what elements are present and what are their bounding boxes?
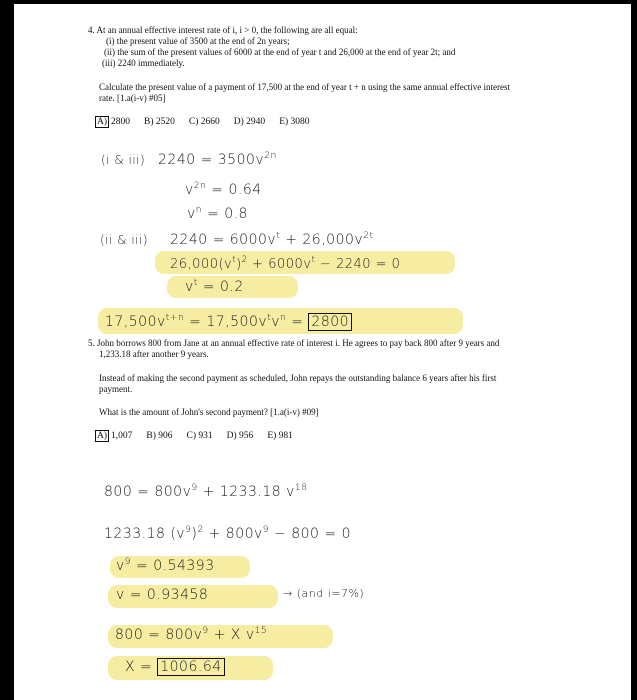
- problem4-header: 4. At an annual effective interest rate of i, i > 0, the following are all equal:: [88, 25, 358, 35]
- work4-eq4: $2240 = 6000v^t + 26,000v^{2t}$: [170, 231, 374, 248]
- choice-a-value: 1,007: [111, 431, 133, 441]
- work4-eq2: $v^{2n} = 0.64$: [185, 181, 262, 198]
- problem4-choices: [95, 117, 324, 128]
- scan-border-top: [0, 0, 637, 4]
- final-answer-box: 2800: [308, 313, 352, 331]
- problem5-line3: Instead of making the second payment as scheduled, John repays the outstanding balance 6 years after his first: [99, 373, 497, 383]
- problem5-line1: 5. John borrows 800 from Jane at an annual effective rate of interest i. He agrees to pay back 800 after 9 years and: [88, 338, 500, 348]
- choice-c: C) 931: [186, 431, 213, 441]
- choice-b: B) 906: [146, 431, 173, 441]
- work4-eq1: $2240 = 3500v^{2n}$: [158, 151, 277, 168]
- work5-eq3: $v^9 = 0.54393$: [116, 557, 215, 574]
- choice-a-letter: A): [97, 117, 108, 127]
- work4-eq3: $v^n = 0.8$: [187, 205, 248, 222]
- problem4-question-line2: rate. [1.a(i-v) #05]: [99, 93, 166, 103]
- problem4-question-line1: Calculate the present value of a payment of 17,500 at the end of year t + n using the same annual effective interest: [99, 82, 511, 92]
- scan-border-left: [0, 0, 14, 700]
- choice-e: E) 3080: [279, 117, 310, 127]
- work4-label2: (ii & iii): [100, 233, 149, 247]
- choice-a-value: 2800: [111, 117, 131, 127]
- choice-a-letter: A): [97, 431, 108, 441]
- work5-eq6: X = 1006.64: [125, 659, 225, 675]
- work5-eq1: $800 = 800v^9 + 1233.18$ $v^{18}$: [104, 483, 308, 500]
- problem5-choices: [95, 431, 307, 442]
- work5-eq4: v = 0.93458: [116, 587, 209, 603]
- scan-border-right: [631, 0, 637, 700]
- problem4-item2: (ii) the sum of the present values of 6000 at the end of year t and 26,000 at the end of year 2t; and: [104, 47, 456, 57]
- work4-label1: (i & iii): [101, 153, 146, 167]
- work5-eq4-note: → (and i=7%): [283, 587, 365, 600]
- work4-eq6: $v^t = 0.2$: [185, 278, 244, 295]
- work4-final: $17,500v^{t+n} = 17,500v^tv^n = 2800$: [105, 313, 352, 330]
- choice-e: E) 981: [267, 431, 293, 441]
- problem5-question: What is the amount of John's second payment? [1.a(i-v) #09]: [99, 407, 319, 417]
- problem4-item1: (i) the present value of 3500 at the end of 2n years;: [106, 36, 290, 46]
- work5-eq2: 1233.18 $(v^9)^2 + 800v^9 - 800 = 0$: [104, 525, 351, 542]
- choice-d: D) 956: [226, 431, 254, 441]
- choice-b: B) 2520: [144, 117, 175, 127]
- problem4-item3: (iii) 2240 immediately.: [102, 58, 185, 68]
- choice-c: C) 2660: [188, 117, 220, 127]
- work5-eq5: $800 = 800v^9 + X$ $v^{15}$: [115, 626, 268, 643]
- work4-eq5: $26,000(v^t)^2 + 6000v^t - 2240 = 0$: [170, 254, 401, 272]
- problem5-line4: payment.: [99, 384, 133, 394]
- problem5-line2: 1,233.18 after another 9 years.: [99, 349, 209, 359]
- answer-box: 1006.64: [157, 658, 224, 676]
- choice-d: D) 2940: [233, 117, 266, 127]
